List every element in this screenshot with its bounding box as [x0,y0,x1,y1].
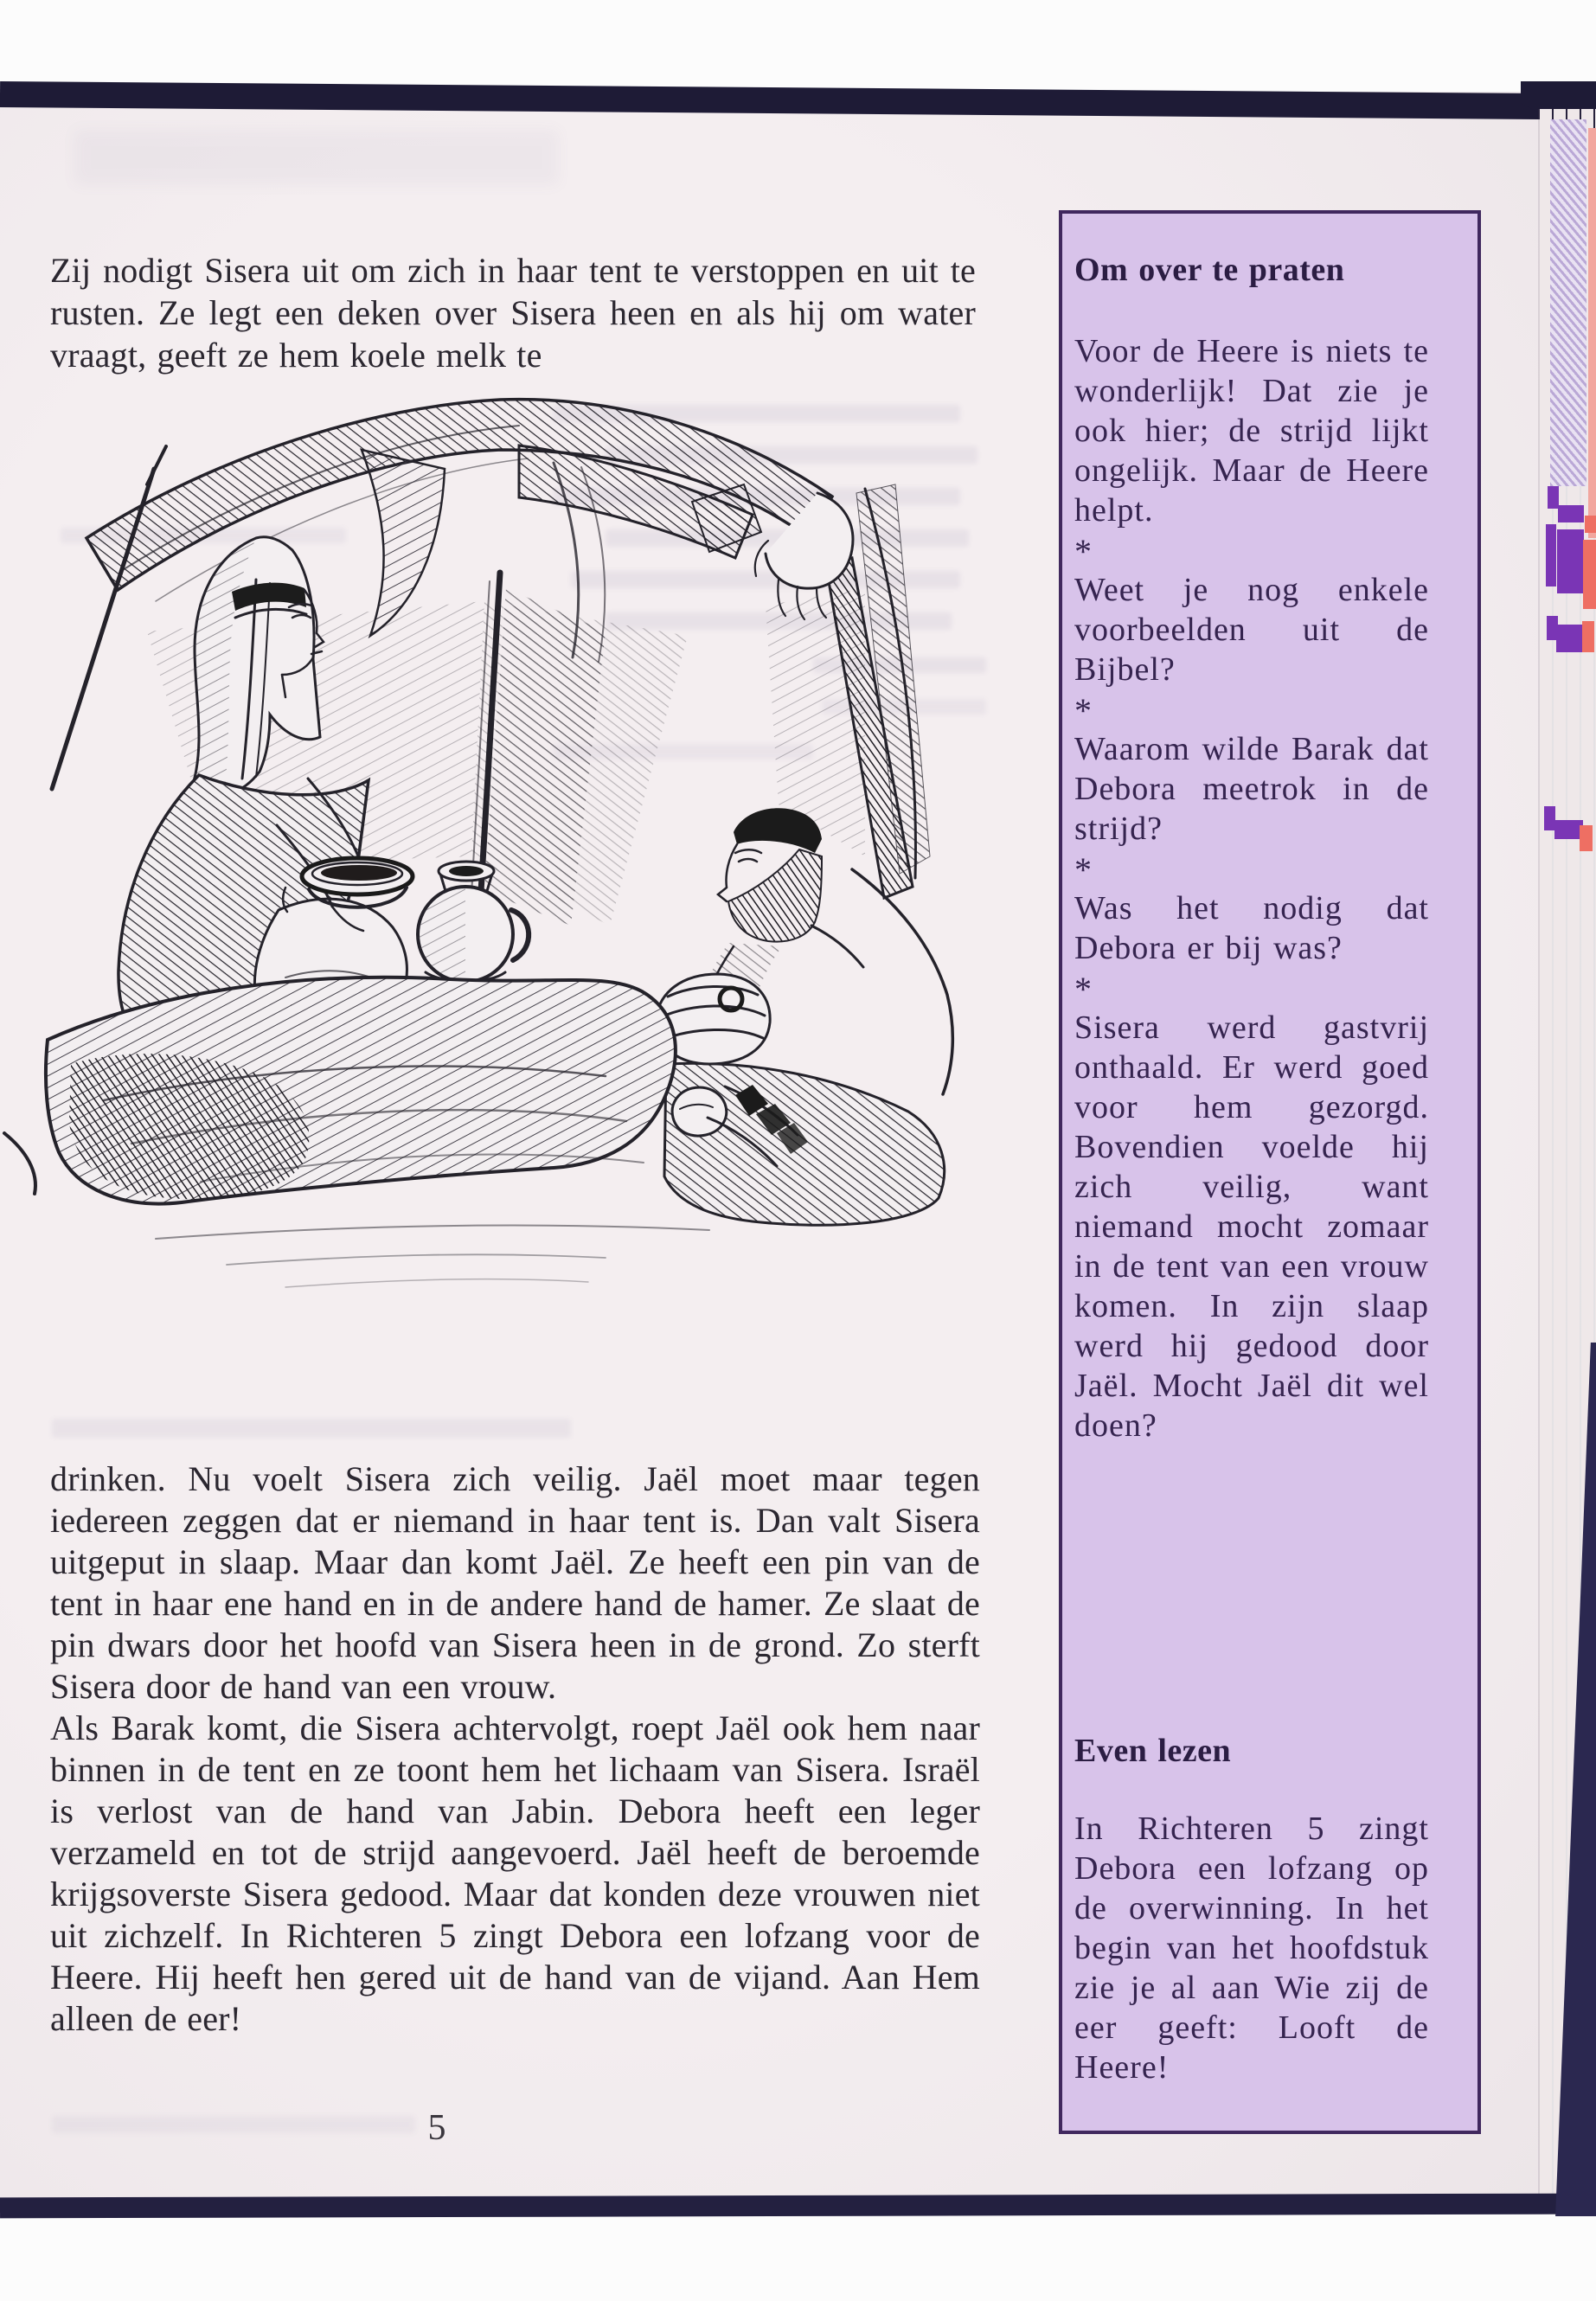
intro-paragraph: Zij nodigt Sisera uit om zich in haar tent te verstoppen en uit te rusten. Ze legt een deken over Sisera heen en als hij om water vraagt, geeft ze hem koele melk te [50,251,976,375]
sidebar-paragraph: Voor de Heere is niets te wonderlijk! Dat zie je ook hier; de strijd lijkt ongelijk. Maar de Heere helpt. [1074,333,1429,529]
ghost-text-showthrough [74,130,559,185]
sidebar-section2-title: Even lezen [1074,1733,1232,1769]
story-paragraph-2: Als Barak komt, die Sisera achtervolgt, roept Jaël ook hem naar binnen in de tent en ze toont hem het lichaam van Sisera. Israël is verlost van de hand van Jabin. Debora heeft een leger verzameld en tot de strijd aangevoerd. Jaël heeft de beroemde krijgsoverste Sisera gedood. Maar dat konden deze vrouwen niet uit zichzelf. In Richteren 5 zingt Debora een lofzang voor de Heere. Hij heeft hen gered uit de hand van de vijand. Aan Hem alleen de eer! [50,1708,980,2038]
page-number: 5 [427,2108,446,2148]
story-text [50,1458,980,2040]
edge-salmon-strip [1588,128,1596,538]
sidebar-paragraph: Waarom wilde Barak dat Debora meetrok in de strijd? [1074,731,1429,847]
edge-purple-block [1556,625,1584,652]
sidebar-title: Om over te praten [1074,252,1345,288]
book-cover-bottom-edge [0,2194,1573,2219]
asterisk-separator: * [1074,970,1093,1009]
sidebar-paragraph: Weet je nog enkele voorbeelden uit de Bijbel? [1074,572,1429,688]
sidebar-paragraph: Sisera werd gastvrij onthaald. Er werd goed voor hem gezorgd. Bovendien voelde hij zich veilig, want niemand mocht zomaar in de tent van een vrouw komen. In zijn slaap werd hij gedood door Jaël. Mocht Jaël dit wel doen? [1074,1009,1429,1444]
edge-salmon-block [1582,621,1594,652]
ghost-text-showthrough [52,2116,415,2133]
edge-purple-block [1558,505,1584,522]
edge-salmon-block [1580,825,1593,851]
story-paragraph-1: drinken. Nu voelt Sisera zich veilig. Jaël moet maar tegen iedereen zeggen dat er niemand in haar tent is. Dan valt Sisera uitgeput in slaap. Maar dan komt Jaël. Ze heeft een pin van de tent in haar ene hand en in de andere hand de hamer. Ze slaat de pin dwars door het hoofd van Sisera heen in de grond. Zo sterft Sisera door de hand van een vrouw. [50,1459,980,1706]
edge-purple-block [1557,529,1584,593]
asterisk-separator: * [1074,850,1093,889]
tent-scene-illustration [0,372,1003,1445]
sidebar-paragraph: Was het nodig dat Debora er bij was? [1074,890,1429,966]
asterisk-separator: * [1074,691,1093,730]
edge-salmon-block [1583,540,1596,609]
edge-salmon-block [1585,516,1596,533]
edge-hatch-band [1550,119,1586,486]
asterisk-separator: * [1074,532,1093,571]
discussion-sidebar [1059,210,1481,2134]
edge-purple-block [1546,524,1556,586]
sidebar-section2-text: In Richteren 5 zingt Debora een lofzang op de overwinning. In het begin van het hoofdstuk zie je al aan Wie zij de eer geeft: Looft de Heere! [1074,1811,1429,2086]
